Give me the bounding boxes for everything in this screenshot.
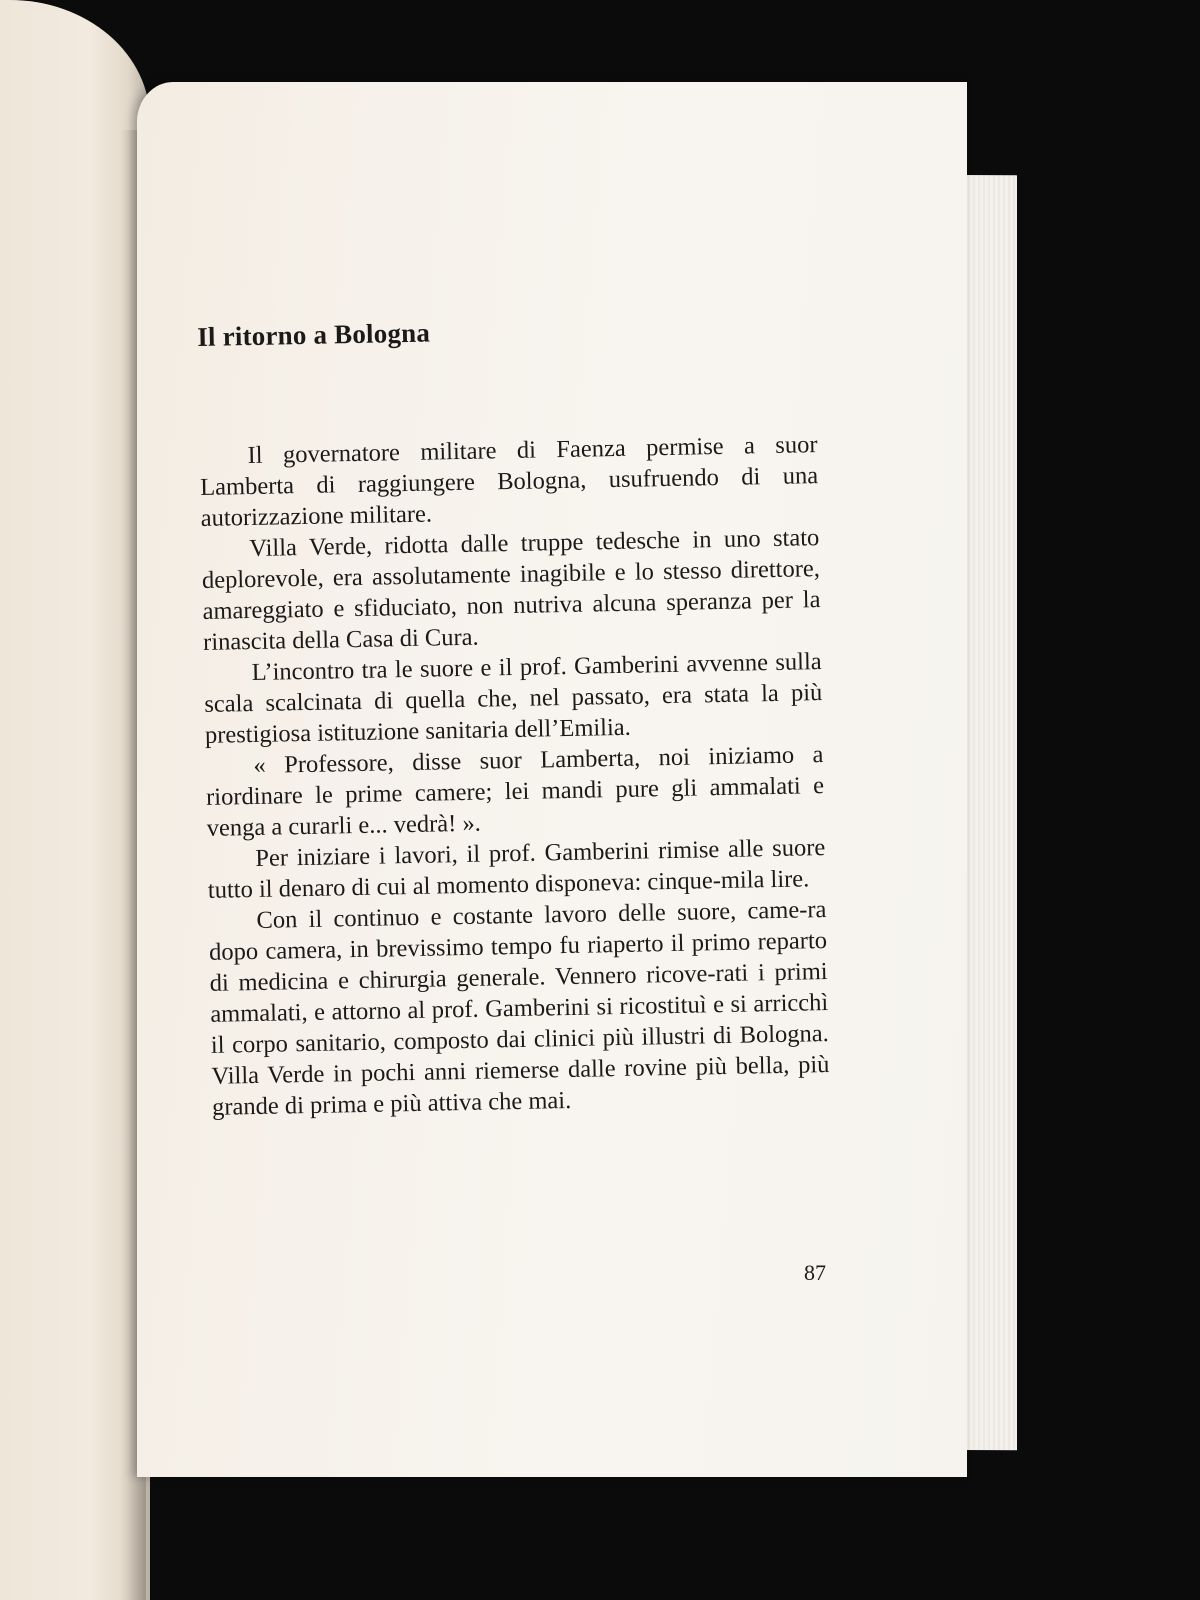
- paragraph: « Professore, disse suor Lamberta, noi iniziamo a riordinare le prime camere; lei mandi pure gli ammalati e venga a curarli e... vedrà! ».: [205, 741, 825, 842]
- paragraph: L’incontro tra le suore e il prof. Gamberini avvenne sulla scala scalcinata di quella che, nel passato, era stata la più prestigiosa istituzione sanitaria dell’Emilia.: [204, 648, 823, 749]
- paragraph: Il governatore militare di Faenza permise a suor Lamberta di raggiungere Bologna, usufruendo di una autorizzazione militare.: [199, 431, 819, 532]
- page-number: 87: [804, 1260, 826, 1285]
- chapter-title: Il ritorno a Bologna: [197, 317, 431, 352]
- paragraph: Con il continuo e costante lavoro delle suore, came-ra dopo camera, in brevissimo tempo fu riaperto il primo reparto di medicina e chirurgia generale. Vennero ricove-rati i primi ammalati, e attorno al prof. Gamberini si ricostituì e si arricchì il corpo sanitario, composto dai clinici più illustri di Bologna. Villa Verde in pochi anni riemerse dalle rovine più bella, più grande di prima e più attiva che mai.: [208, 896, 830, 1121]
- book-page: [137, 82, 967, 1477]
- paragraph: Per iniziare i lavori, il prof. Gamberini rimise alle suore tutto il denaro di cui al momento disponeva: cinque-mila lire.: [207, 834, 826, 904]
- paragraph: Villa Verde, ridotta dalle truppe tedesche in uno stato deplorevole, era assolutamente inagibile e lo stesso direttore, amareggiato e sfiduciato, non nutriva alcuna speranza per la rinascita della Casa di Cura.: [201, 524, 821, 656]
- text-block: [197, 310, 830, 1123]
